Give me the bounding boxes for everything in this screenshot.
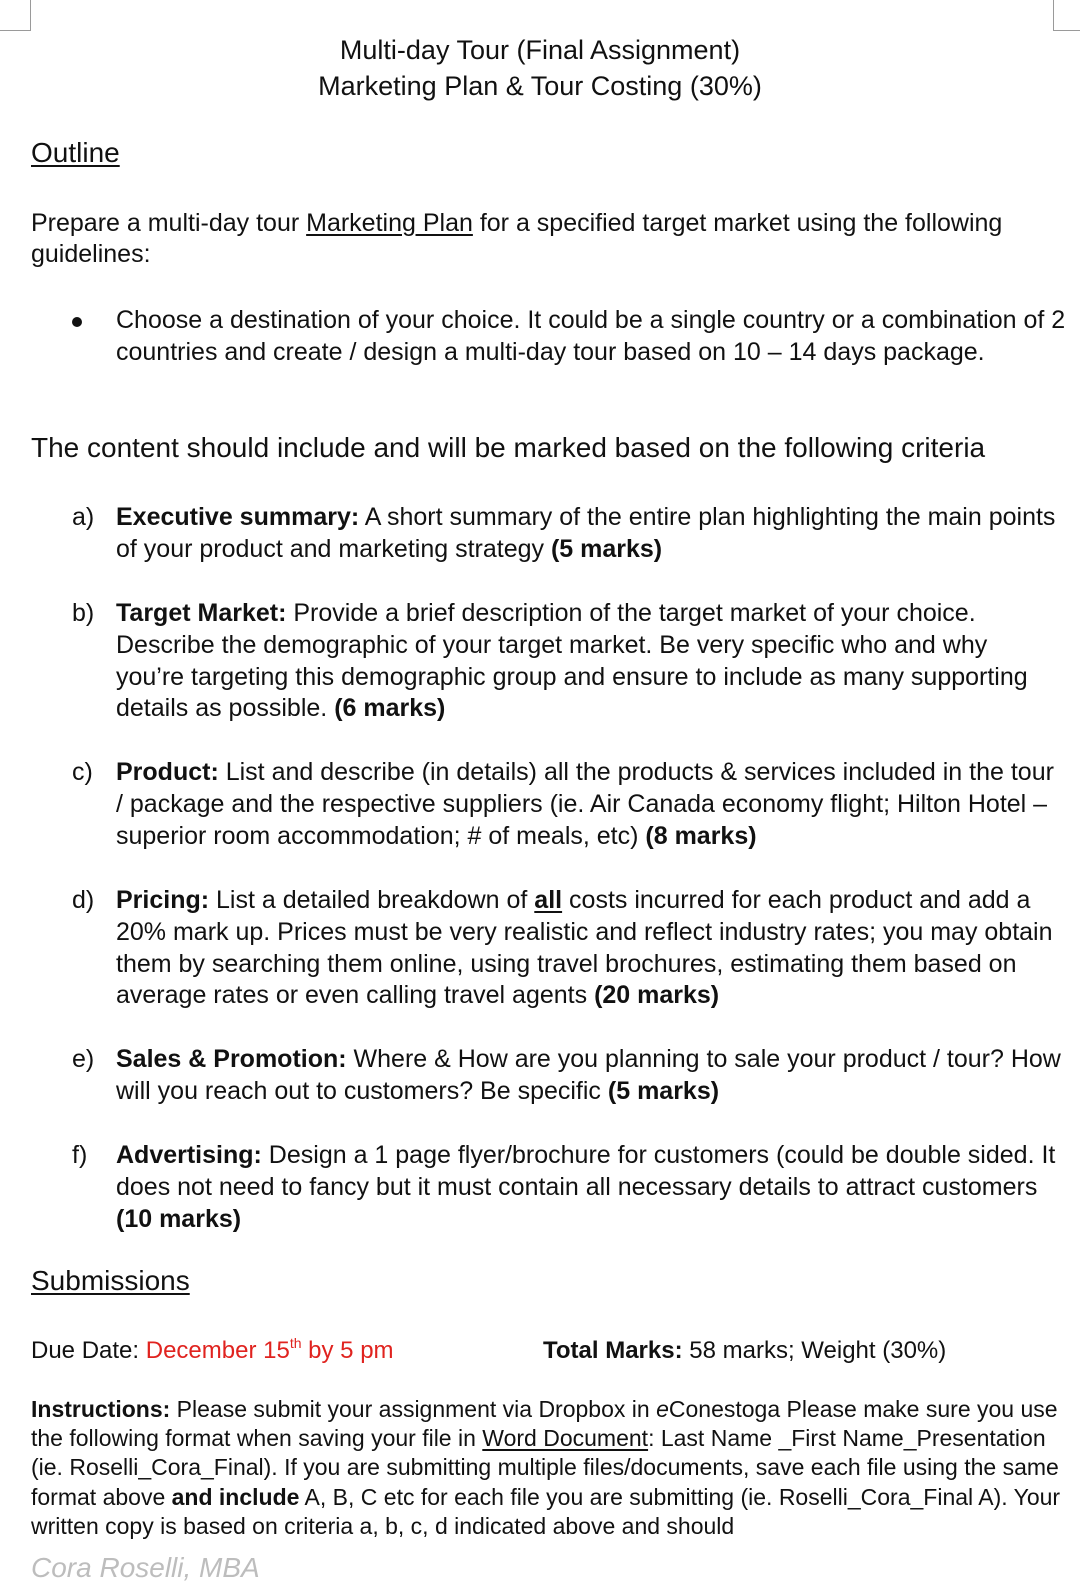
due-date-day: December 15 — [145, 1337, 290, 1364]
page-corner-mark-left — [0, 0, 31, 31]
document-title-line1: Multi-day Tour (Final Assignment) — [339, 35, 741, 65]
instructions-emphasis: and include — [171, 1483, 300, 1510]
due-date-time: by 5 pm — [301, 1337, 394, 1364]
instructions-label: Instructions: — [31, 1396, 171, 1422]
submission-instructions — [31, 1395, 1061, 1541]
due-date-value — [146, 1337, 394, 1364]
criteria-text: costs incurred for each product and add a 20% mark up. Prices must be very realistic and reflect industry rates; you may obtain them by searching them online, using travel brochures, estimating them based on average rates or even calling travel agents — [116, 886, 1053, 1010]
criteria-text: Provide a brief description of the target market of your choice. Describe the demographic of your target market. Be very specific who and why you’re targeting this demographic group and ensure to include as many supporting details as possible. — [116, 599, 1028, 723]
criteria-marks: (10 marks) — [116, 1204, 242, 1233]
criteria-label: Executive summary: — [116, 503, 360, 531]
instructions-text-3: : Last Name _First Name_Presentation (ie. Roselli_Cora_Final). If you are submitting multiple files/documents, save each file using the same format above — [31, 1425, 1059, 1510]
footer-author: Cora Roselli, MBA — [31, 1552, 260, 1583]
total-marks-label: Total Marks: — [543, 1337, 683, 1364]
due-date-label: Due Date: — [31, 1337, 146, 1364]
criteria-letter: e) — [72, 1045, 95, 1073]
criteria-marks: (6 marks) — [334, 694, 446, 723]
page-corner-mark-right — [1053, 0, 1080, 31]
instructions-text-1: Please submit your assignment via Dropbox in — [170, 1396, 657, 1422]
criteria-text: A short summary of the entire plan highlighting the main points of your product and marketing strategy — [116, 503, 1056, 563]
criteria-label: Sales & Promotion: — [116, 1045, 347, 1073]
criteria-marks: (8 marks) — [645, 821, 757, 850]
due-date-ordinal: th — [289, 1335, 302, 1351]
instructions-text-4: A, B, C etc for each file you are submitting (ie. Roselli_Cora_Final A). Your written copy is based on criteria a, b, c, d indicated above and should — [31, 1483, 1061, 1539]
criteria-marks: (5 marks) — [607, 1076, 720, 1105]
criteria-label: Advertising: — [116, 1141, 262, 1169]
word-document-term: Word Document — [482, 1425, 649, 1452]
outline-intro — [31, 208, 1061, 270]
criteria-letter: f) — [72, 1141, 88, 1169]
total-marks — [543, 1336, 946, 1366]
criteria-text: Where & How are you planning to sale your product / tour? How will you reach out to customers? Be specific — [116, 1045, 1061, 1105]
intro-text-start: Prepare a multi-day tour — [31, 209, 307, 237]
due-date — [31, 1336, 394, 1366]
total-marks-value: 58 marks; Weight (30%) — [682, 1337, 947, 1364]
instructions-text-2: Conestoga Please make sure you use the following format when saving your file in — [31, 1396, 1058, 1452]
criteria-text: Design a 1 page flyer/brochure for customers (could be double sided. It does not need to fancy but it must contain all necessary details to attract customers — [116, 1141, 1056, 1201]
document-title-line2: Marketing Plan & Tour Costing (30%) — [318, 71, 762, 101]
criteria-letter: d) — [72, 886, 95, 914]
criteria-marks: (20 marks) — [594, 981, 720, 1010]
criteria-heading: The content should include and will be marked based on the following criteria — [31, 432, 986, 463]
outline-heading: Outline — [31, 137, 120, 168]
criteria-letter: b) — [72, 599, 95, 627]
intro-text-end: for a specified target market using the following guidelines: — [31, 209, 1003, 268]
criteria-emphasis: all — [534, 886, 563, 914]
marketing-plan-term: Marketing Plan — [306, 209, 473, 237]
criteria-letter: c) — [72, 758, 93, 786]
criteria-text: List and describe (in details) all the products & services included in the tour / package and the respective suppliers (ie. Air Canada economy flight; Hilton Hotel – superior room accommodation; # of meals, etc) — [116, 758, 1054, 850]
criteria-label: Pricing: — [116, 886, 210, 914]
criteria-letter: a) — [72, 503, 95, 531]
econestoga-prefix: e — [656, 1396, 669, 1422]
criteria-label: Product: — [116, 758, 219, 786]
criteria-label: Target Market: — [116, 599, 287, 627]
bullet-dot-icon — [72, 317, 82, 327]
submissions-heading: Submissions — [31, 1265, 190, 1296]
criteria-text-start: List a detailed breakdown of — [209, 886, 535, 914]
criteria-marks: (5 marks) — [550, 534, 663, 563]
guideline-bullet-text: Choose a destination of your choice. It could be a single country or a combination of 2 countries and create / design a multi-day tour based on 10 – 14 days package. — [116, 306, 1066, 366]
